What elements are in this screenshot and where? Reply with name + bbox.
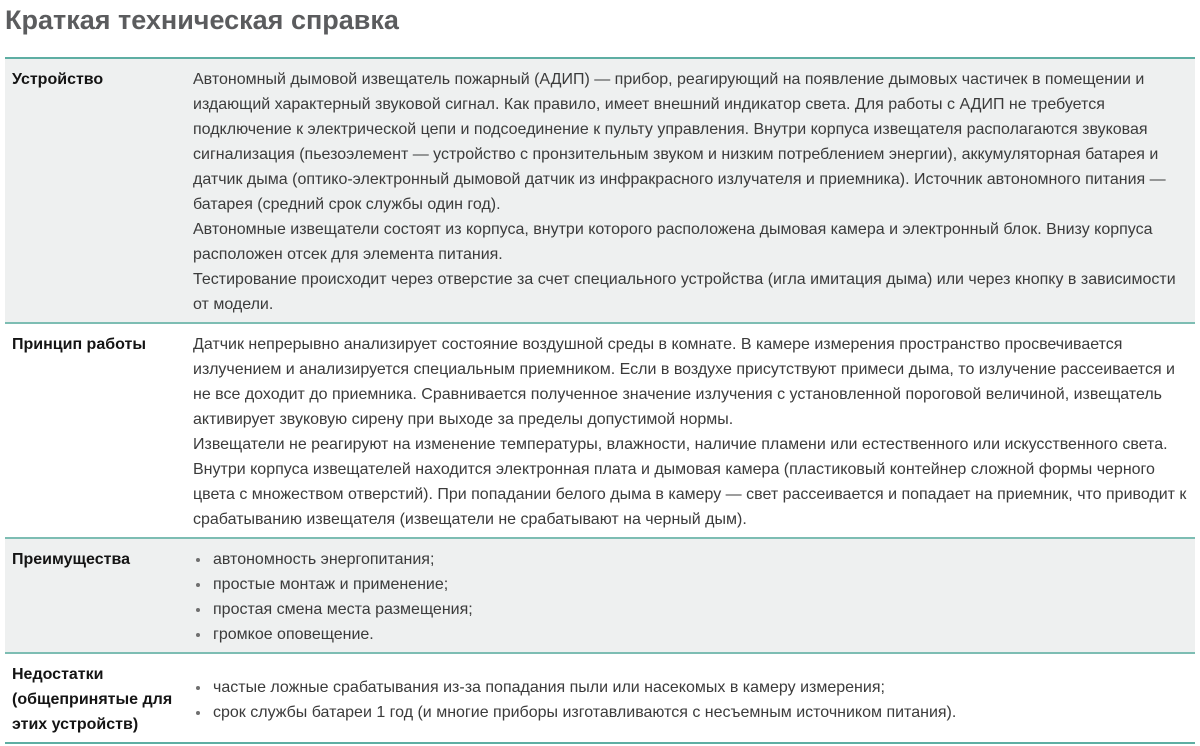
spec-row-principle (5, 324, 1195, 539)
list-item (193, 700, 1189, 725)
row-label-device: Устройство (12, 71, 104, 88)
paragraph: Датчик непрерывно анализирует состояние воздушной среды в комнате. В камере измерения пространство просвечивается излучением и анализируется специальным приемником. Если в воздухе присутствуют примеси дыма, то излучение рассеивается и не все доходит до приемника. Сравнивается полученное значение излучения с установленной пороговой величиной, извещатель активирует звуковую сирену при выходе за пределы допустимой нормы. (193, 336, 1175, 428)
list-item-text: простые монтаж и применение; (213, 576, 449, 593)
row-label-advantages: Преимущества (12, 551, 130, 568)
advantages-list (193, 547, 1189, 647)
list-item-text: простая смена места размещения; (213, 601, 473, 618)
row-content-principle (193, 332, 1195, 532)
spec-row-device (5, 59, 1195, 324)
bullet-icon (196, 558, 200, 562)
row-label-principle: Принцип работы (12, 336, 146, 353)
paragraph: Автономный дымовой извещатель пожарный (АДИП) — прибор, реагирующий на появление дымовых частичек в помещении и издающий характерный звуковой сигнал. Как правило, имеет внешний индикатор света. Для работы с АДИП не требуется подключение к электрической цепи и подсоединение к пульту управления. Внутри корпуса извещателя располагаются звуковая сигнализация (пьезоэлемент — устройство с пронзительным звуком и низким потреблением энергии), аккумуляторная батарея и датчик дыма (оптико-электронный дымовой датчик из инфракрасного излучателя и приемника). Источник автономного питания — батарея (средний срок службы один год). (193, 71, 1166, 213)
bullet-icon (196, 686, 200, 690)
row-content-advantages (193, 547, 1195, 647)
spec-table (5, 57, 1195, 744)
paragraph: Извещатели не реагируют на изменение температуры, влажности, наличие пламени или естественного или искусственного света. (193, 436, 1168, 453)
list-item-text: громкое оповещение. (213, 626, 374, 643)
list-item-text: частые ложные срабатывания из-за попадания пыли или насекомых в камеру измерения; (213, 678, 885, 696)
spec-row-drawbacks (5, 654, 1195, 744)
paragraph: Тестирование происходит через отверстие за счет специального устройства (игла имитация дыма) или через кнопку в зависимости от модели. (193, 271, 1176, 313)
list-item (193, 675, 1189, 700)
list-item (193, 597, 1189, 622)
list-item (193, 622, 1189, 647)
bullet-icon (196, 711, 200, 715)
row-content-drawbacks (193, 675, 1195, 725)
list-item (193, 547, 1189, 572)
bullet-icon (196, 633, 200, 637)
row-content-device (193, 67, 1195, 317)
paragraph: Внутри корпуса извещателей находится электронная плата и дымовая камера (пластиковый контейнер сложной формы черного цвета с множеством отверстий). При попадании белого дыма в камеру — свет рассеивается и попадает на приемник, что приводит к срабатыванию извещателя (извещатели не срабатывают на черный дым). (193, 461, 1187, 528)
list-item-text: автономность энергопитания; (213, 551, 435, 568)
row-label-drawbacks: Недостатки (общепринятые для этих устройств) (12, 666, 173, 733)
paragraph: Автономные извещатели состоят из корпуса, внутри которого расположена дымовая камера и электронный блок. Внизу корпуса расположен отсек для элемента питания. (193, 221, 1153, 263)
bullet-icon (196, 608, 200, 612)
list-item (193, 572, 1189, 597)
list-item-text: срок службы батареи 1 год (и многие приборы изготавливаются с несъемным источником питания). (213, 703, 957, 721)
drawbacks-list (193, 675, 1189, 725)
spec-row-advantages (5, 539, 1195, 654)
bullet-icon (196, 583, 200, 587)
page-title: Краткая техническая справка (5, 5, 399, 35)
